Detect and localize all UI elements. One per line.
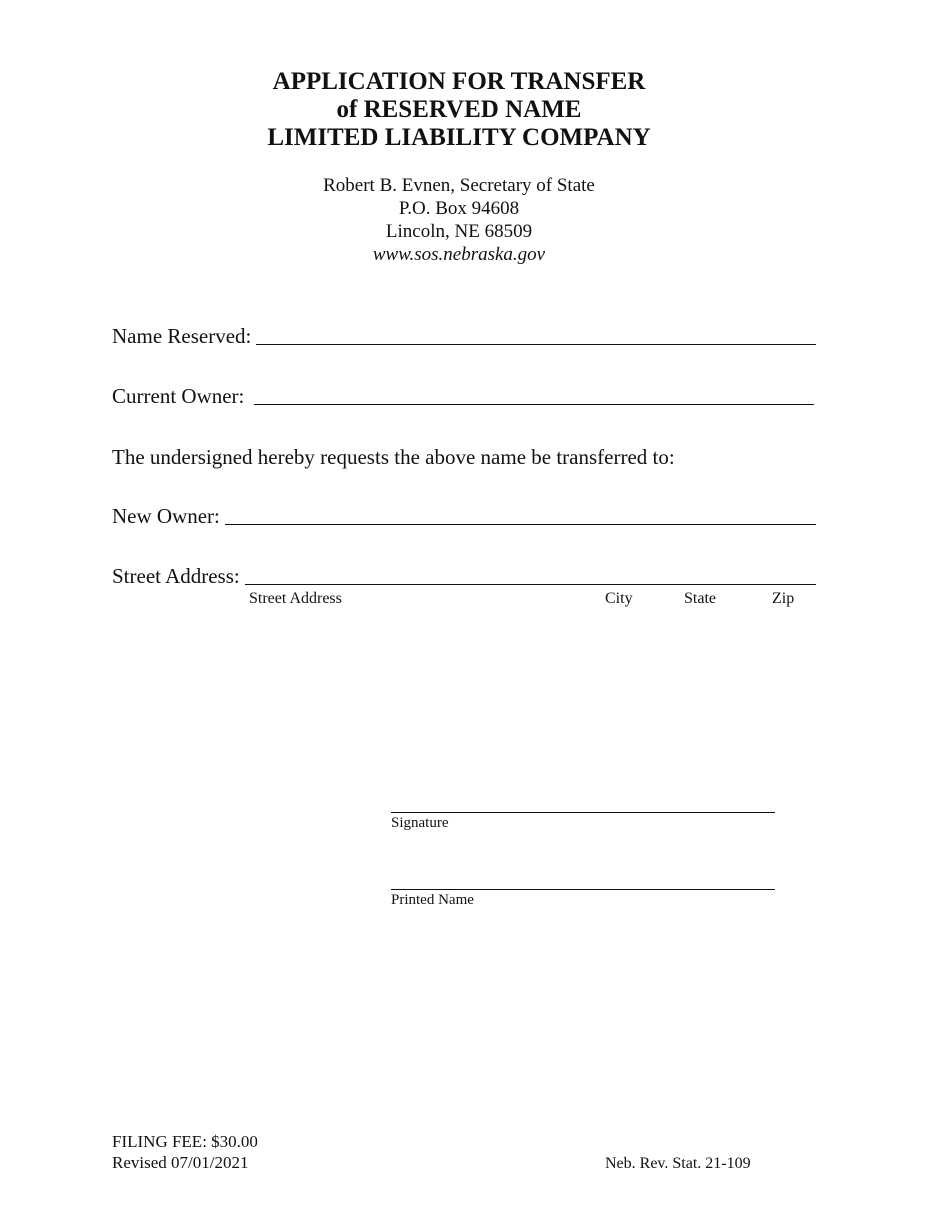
printed-name-field[interactable] (391, 889, 775, 890)
caption-street-address: Street Address (249, 590, 342, 607)
current-owner-field[interactable] (254, 404, 814, 405)
website-link[interactable]: www.sos.nebraska.gov (372, 244, 546, 265)
title-line-2: of RESERVED NAME (336, 96, 582, 123)
statute-reference: Neb. Rev. Stat. 21-109 (605, 1155, 751, 1172)
signature-field[interactable] (391, 812, 775, 813)
document-title (0, 68, 918, 152)
transfer-statement: The undersigned hereby requests the above name be transferred to: (112, 445, 675, 469)
new-owner-label: New Owner: (112, 504, 220, 528)
printed-name-caption: Printed Name (391, 892, 474, 908)
current-owner-label: Current Owner: (112, 384, 245, 408)
filing-fee: FILING FEE: $30.00 (112, 1132, 258, 1151)
office-address-block (0, 174, 918, 266)
street-address-field[interactable] (245, 584, 816, 585)
revised-date: Revised 07/01/2021 (112, 1153, 249, 1172)
title-line-1: APPLICATION FOR TRANSFER (272, 68, 646, 95)
caption-zip: Zip (772, 590, 795, 607)
name-reserved-row (112, 322, 816, 348)
title-line-3: LIMITED LIABILITY COMPANY (267, 124, 651, 151)
caption-state: State (684, 590, 716, 607)
new-owner-field[interactable] (225, 524, 816, 525)
name-reserved-field[interactable] (256, 344, 816, 345)
name-reserved-label: Name Reserved: (112, 324, 252, 348)
street-address-label: Street Address: (112, 564, 240, 588)
po-box: P.O. Box 94608 (398, 198, 520, 219)
city-state-zip: Lincoln, NE 68509 (385, 221, 533, 242)
street-address-row (112, 562, 816, 588)
official-name: Robert B. Evnen, Secretary of State (323, 175, 595, 196)
signature-caption: Signature (391, 815, 449, 831)
current-owner-row (112, 382, 814, 408)
new-owner-row (112, 502, 816, 528)
caption-city: City (605, 590, 633, 607)
